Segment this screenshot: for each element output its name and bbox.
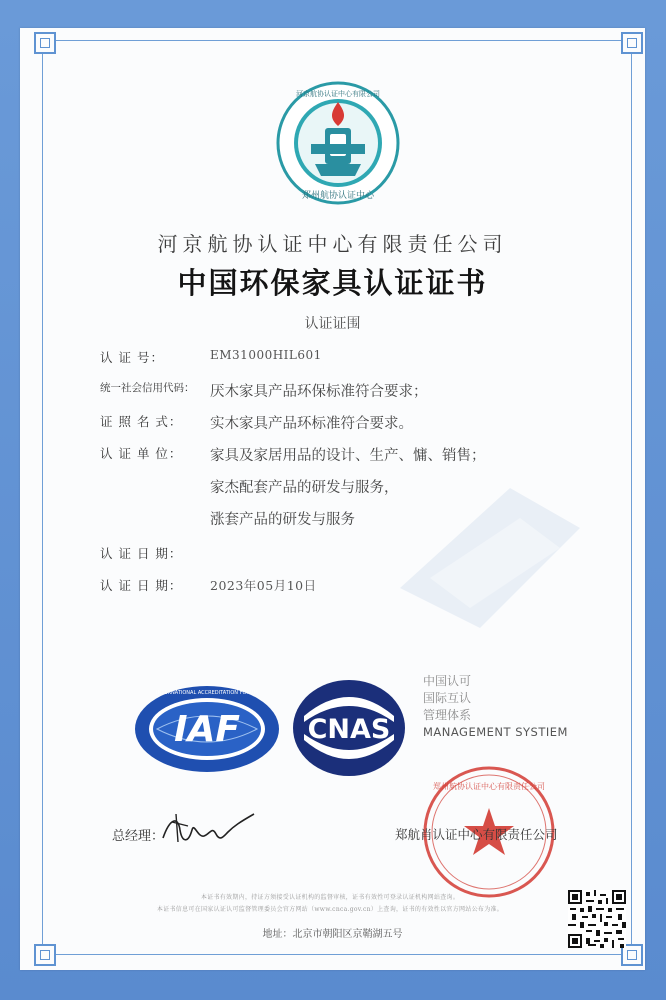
corner-ornament-top-left bbox=[34, 32, 56, 54]
iaf-logo-text: IAF bbox=[174, 709, 240, 750]
watermark-graphic bbox=[390, 468, 590, 638]
manager-signature bbox=[158, 808, 258, 853]
field-value: 实木家具产品环标准符合要求。 bbox=[210, 416, 413, 432]
field-value: 涨套产品的研发与服务 bbox=[210, 512, 355, 528]
mgmt-line: 国际互认 bbox=[423, 691, 472, 705]
certificate-title: 中国环保家具认证证书 bbox=[177, 266, 488, 300]
cnas-logo bbox=[290, 676, 408, 780]
field-value: EM31000HIL601 bbox=[210, 348, 322, 362]
field-label: 认 证 日 期： bbox=[100, 578, 183, 593]
qr-code[interactable] bbox=[568, 890, 626, 948]
field-value: 家杰配套产品的研发与服务， bbox=[210, 480, 399, 496]
logo-bottom-text: 郑州航协认证中心 bbox=[301, 191, 375, 201]
field-label: 统一社会信用代码： bbox=[100, 382, 195, 394]
field-value: 家具及家居用品的设计、生产、慵、销售； bbox=[210, 448, 486, 464]
corner-ornament-bottom-left bbox=[34, 944, 56, 966]
mgmt-line: 中国认可 bbox=[423, 674, 472, 688]
fine-print-line-2: 本证书信息可在国家认证认可监督管理委员会官方网站（www.cnca.gov.cn）上查询，证书的有效性以官方网站公布为准。 bbox=[156, 906, 504, 913]
field-label: 认 证 日 期： bbox=[100, 546, 183, 561]
certificate-paper bbox=[20, 28, 645, 970]
signing-company-name: 郑航肖认证中心有限责任公司 bbox=[395, 827, 558, 842]
certificate-subtitle: 认证证围 bbox=[304, 316, 361, 332]
iaf-ring-text: INTERNATIONAL ACCREDITATION FORUM bbox=[156, 690, 258, 696]
field-label: 认 证 号： bbox=[100, 350, 164, 365]
fine-print-line-1: 本证书有效期内，持证方须接受认证机构的监督审核，证书有效性可登录认证机构网站查询。 bbox=[200, 894, 460, 901]
mgmt-english: MANAGEMENT SYSTIEM bbox=[423, 725, 568, 739]
iaf-logo bbox=[132, 683, 282, 775]
field-value: 2023年05月10日 bbox=[210, 578, 317, 593]
cnas-logo-text: CNAS bbox=[307, 714, 391, 745]
stamp-text: 郑州航协认证中心有限责任公司 bbox=[433, 782, 545, 791]
corner-ornament-top-right bbox=[621, 32, 643, 54]
address-line: 地址：北京市朝阳区京鞘湖五号 bbox=[262, 929, 403, 940]
logo-ring-text: 河京航协认证中心有限公司 bbox=[296, 90, 380, 98]
field-label: 证 照 名 式： bbox=[100, 414, 183, 429]
general-manager-label: 总经理： bbox=[112, 829, 165, 844]
management-system-text bbox=[423, 673, 568, 741]
issuer-company-name: 河京航协认证中心有限责任公司 bbox=[157, 232, 508, 256]
field-label: 认 证 单 位： bbox=[100, 446, 183, 461]
certification-emblem-logo bbox=[275, 80, 401, 206]
mgmt-line: 管理体系 bbox=[423, 708, 472, 722]
field-value: 厌木家具产品环保标准符合要求； bbox=[210, 384, 428, 400]
